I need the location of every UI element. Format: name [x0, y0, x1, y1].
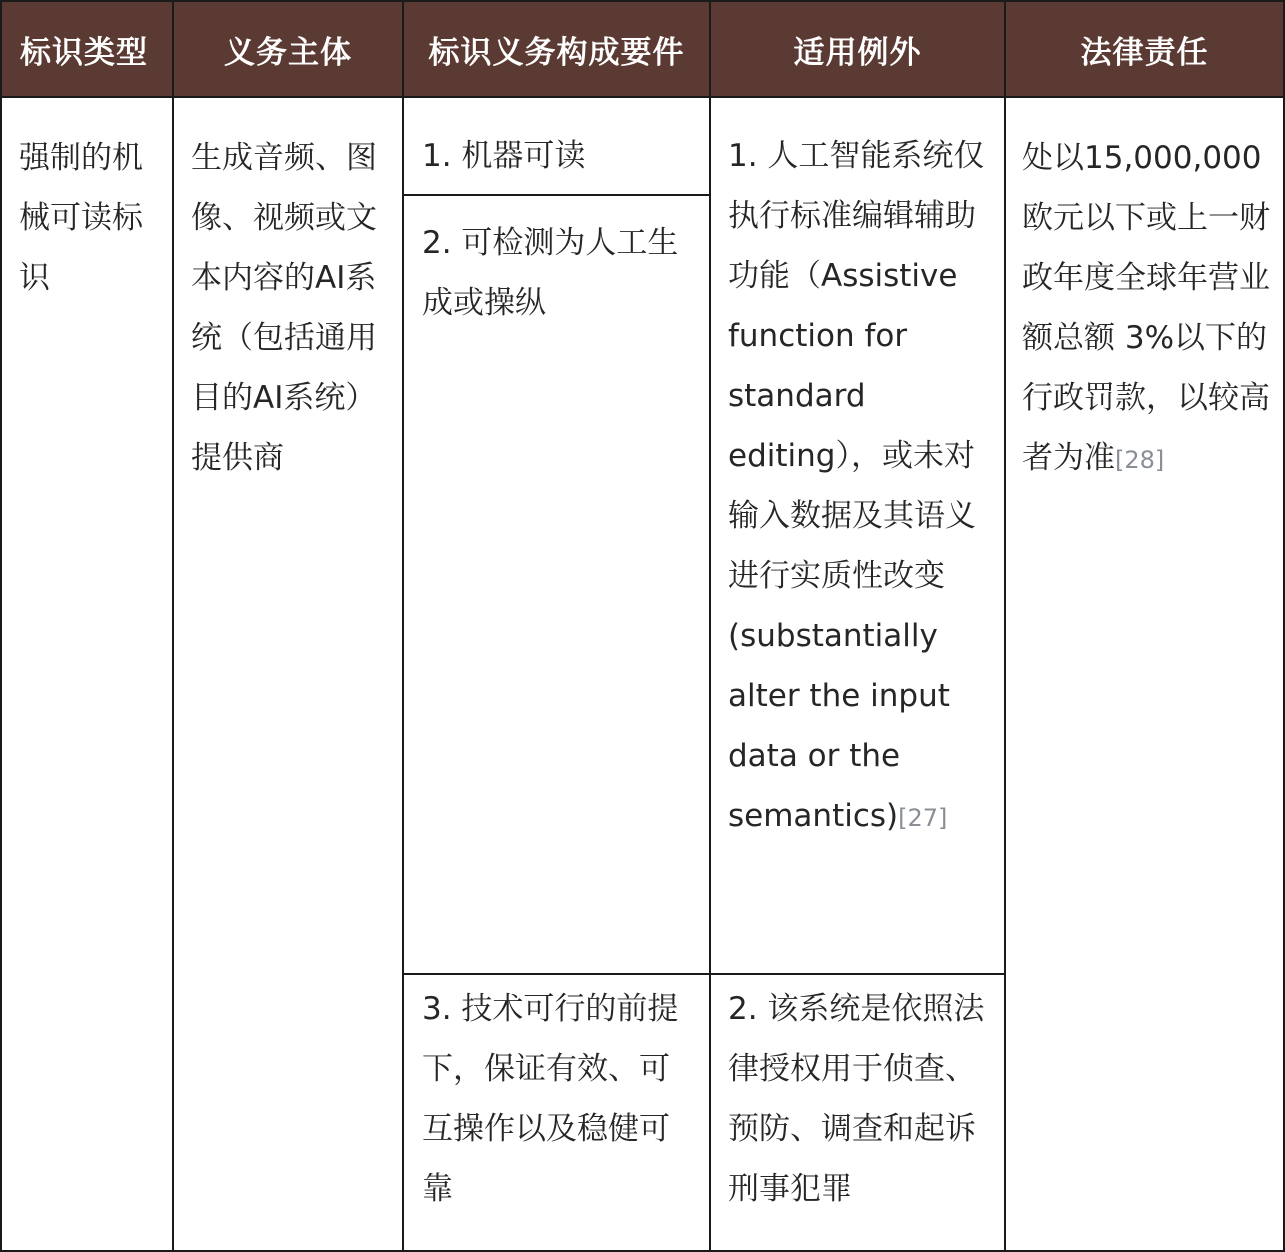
exception-1-text: 1. 人工智能系统仅执行标准编辑辅助功能（Assistive function for standard editing），或未对输入数据及其语义进行实质性改变(substantially alter the input data or the semantics) — [728, 138, 985, 834]
header-exceptions: 适用例外 — [710, 1, 1005, 97]
reference-27: [27] — [898, 804, 948, 832]
cell-requirement-3: 3. 技术可行的前提下，保证有效、可互操作以及稳健可靠 — [403, 974, 710, 1251]
table-header-row — [1, 1, 1284, 97]
header-liability: 法律责任 — [1005, 1, 1284, 97]
liability-text: 处以15,000,000欧元以下或上一财政年度全球年营业额总额 3%以下的行政罚款，以较高者为准 — [1022, 140, 1270, 476]
cell-exception-2: 2. 该系统是依照法律授权用于侦查、预防、调查和起诉刑事犯罪 — [710, 974, 1005, 1251]
reference-28: [28] — [1115, 446, 1165, 474]
header-obligated-subject: 义务主体 — [173, 1, 403, 97]
cell-exception-1 — [710, 97, 1005, 974]
cell-requirement-1: 1. 机器可读 — [403, 97, 710, 195]
cell-label-type: 强制的机械可读标识 — [1, 97, 173, 1251]
header-requirements: 标识义务构成要件 — [403, 1, 710, 97]
cell-obligated-subject: 生成音频、图像、视频或文本内容的AI系统（包括通用目的AI系统）提供商 — [173, 97, 403, 1251]
table-row — [1, 97, 1284, 195]
cell-requirement-2: 2. 可检测为人工生成或操纵 — [403, 195, 710, 974]
header-label-type: 标识类型 — [1, 1, 173, 97]
cell-liability — [1005, 97, 1284, 1251]
